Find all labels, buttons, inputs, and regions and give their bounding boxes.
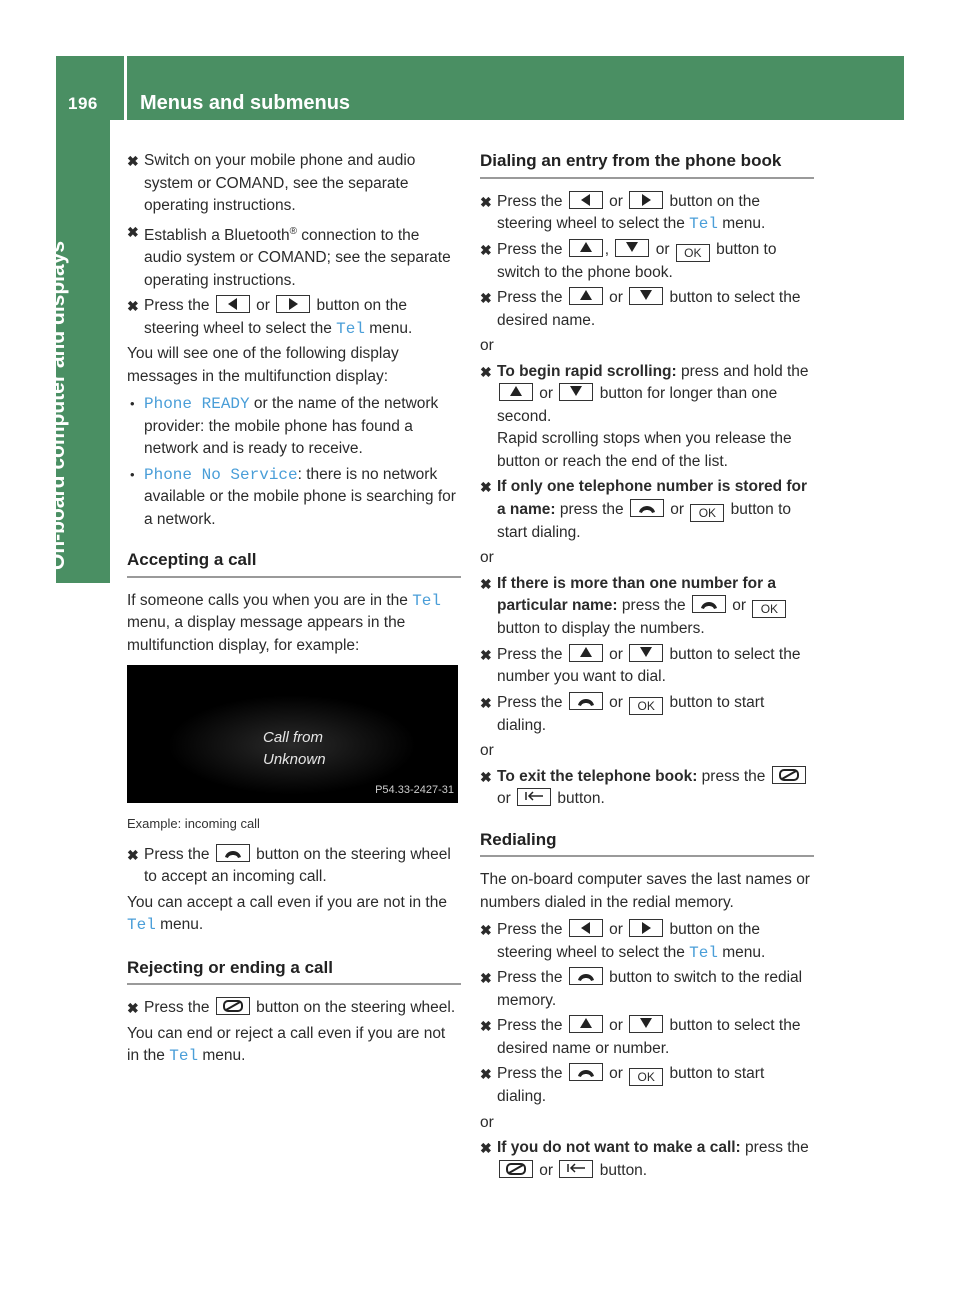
bullet-item (127, 393, 461, 461)
paragraph-text: menu, a display message appears in the multifunction display, for example: (127, 614, 406, 654)
arrow-down-key-icon (559, 383, 593, 401)
or-text: or (604, 289, 628, 306)
step-text: button to select the desired name or number. (497, 1017, 801, 1057)
or-text: or (535, 1161, 558, 1179)
or-text: or (727, 597, 751, 614)
step-item (480, 1137, 814, 1182)
step-text: button on the steering wheel. (251, 999, 456, 1017)
step-arrow-icon: ✖ (480, 694, 492, 711)
tel-menu-code: Tel (689, 215, 718, 233)
paragraph-text: menu. (198, 1047, 246, 1065)
phone-end-icon (772, 766, 806, 784)
phone-end-icon (216, 997, 250, 1015)
ok-key-icon: OK (629, 697, 663, 715)
arrow-right-key-icon (629, 191, 663, 209)
side-tab-label: On-board computer and displays (46, 240, 69, 570)
or-text: or (535, 385, 558, 402)
tel-menu-code: Tel (412, 591, 442, 610)
step-bold-text: To exit the telephone book: (497, 767, 698, 785)
step-text: Press the (497, 645, 567, 663)
display-photo (127, 665, 458, 803)
step-item (480, 919, 814, 964)
step-text: press the (555, 500, 628, 518)
tel-menu-code: Tel (336, 319, 365, 338)
or-text: or (665, 500, 689, 518)
step-text: press the (697, 767, 770, 785)
step-text: button. (595, 1161, 648, 1179)
step-note: Rapid scrolling stops when you release the button or reach the end of the list. (497, 430, 792, 470)
step-arrow-icon: ✖ (480, 922, 492, 938)
page-number: 196 (68, 94, 98, 113)
or-text: or (497, 790, 516, 807)
step-arrow-icon: ✖ (127, 298, 139, 315)
step-text: button to switch to the redial memory. (497, 969, 803, 1009)
step-text: button to start dialing. (497, 1065, 765, 1105)
or-separator: or (480, 549, 494, 566)
step-arrow-icon: ✖ (480, 970, 492, 986)
step-arrow-icon: ✖ (480, 1018, 492, 1034)
step-item (480, 692, 814, 738)
arrow-up-key-icon (569, 1015, 603, 1033)
bullet-icon: • (130, 396, 135, 412)
arrow-left-key-icon (569, 191, 603, 209)
photo-caption: Example: incoming call (127, 816, 260, 832)
paragraph-text: If someone calls you when you are in the (127, 591, 413, 609)
section-heading: Redialing (480, 829, 814, 858)
step-arrow-icon: ✖ (480, 479, 492, 495)
side-tab-text-wrap (46, 120, 110, 570)
tel-menu-code: Tel (169, 1047, 199, 1066)
arrow-down-key-icon (615, 239, 649, 257)
section-heading: Rejecting or ending a call (127, 957, 461, 986)
step-text: Switch on your mobile phone and audio system or COMAND, see the separate operating instructions. (144, 152, 416, 214)
display-line-2: Unknown (263, 751, 326, 769)
step-text: button to start dialing. (497, 693, 765, 734)
step-text: button on the steering wheel to select the (144, 297, 407, 337)
step-text: Press the (497, 1065, 567, 1082)
intro-paragraph: You will see one of the following display messages in the multifunction display: (127, 345, 399, 385)
paragraph-text: You can end or reject a call even if you are not in the (127, 1024, 446, 1065)
step-text: button to select the number you want to dial. (497, 645, 801, 685)
step-text: press and hold the (676, 362, 809, 380)
step-item (480, 361, 814, 474)
step-text: button for longer than one second. (497, 385, 778, 425)
registered-mark: ® (289, 225, 297, 237)
arrow-down-key-icon (629, 644, 663, 662)
ok-key-icon: OK (676, 244, 710, 262)
step-arrow-icon: ✖ (127, 223, 139, 240)
step-item (127, 844, 461, 889)
paragraph (127, 590, 461, 658)
step-text: menu. (364, 319, 413, 337)
step-arrow-icon: ✖ (480, 290, 492, 306)
phone-accept-icon (569, 692, 603, 710)
or-text: or (604, 693, 628, 711)
step-item (480, 644, 814, 689)
step-text: Press the (497, 1017, 567, 1034)
arrow-up-key-icon (569, 239, 603, 257)
step-text: Press the (497, 240, 567, 258)
step-text: Press the (497, 693, 567, 711)
step-item (127, 221, 461, 293)
step-text: Press the (144, 297, 214, 315)
step-arrow-icon: ✖ (127, 846, 139, 863)
step-text: Press the (497, 192, 567, 210)
step-text: button to select the desired name. (497, 289, 801, 329)
or-text: or (604, 192, 628, 210)
arrow-right-key-icon (276, 295, 310, 313)
arrow-down-key-icon (629, 287, 663, 305)
step-text: button on the steering wheel to select the (497, 921, 760, 961)
step-text: button to switch to the phone book. (497, 240, 777, 281)
ok-key-icon: OK (690, 504, 724, 522)
step-text: Press the (497, 289, 567, 306)
step-text: button to start dialing. (497, 500, 792, 541)
or-text: or (604, 1017, 628, 1034)
step-arrow-icon: ✖ (480, 1140, 492, 1156)
step-text: Press the (144, 845, 214, 863)
arrow-up-key-icon (569, 644, 603, 662)
step-text: button on the steering wheel to select the (497, 192, 760, 232)
back-key-icon (517, 788, 551, 806)
page-title: Menus and submenus (140, 92, 351, 114)
paragraph: The on-board computer saves the last names or numbers dialed in the redial memory. (480, 871, 810, 911)
phone-accept-icon (216, 844, 250, 862)
phone-accept-icon (630, 499, 664, 517)
tel-menu-code: Tel (689, 943, 718, 962)
bullet-item (127, 464, 461, 532)
step-bold-text: If only one telephone number is stored for a name: (497, 478, 808, 518)
step-bold-text: If there is more than one number for a particular name: (497, 574, 777, 614)
step-item (480, 287, 814, 332)
ok-key-icon: OK (752, 600, 786, 618)
paragraph (127, 892, 461, 937)
step-text: connection to the audio system or COMAND; see the separate operating instructions. (144, 226, 451, 289)
phone-end-icon (499, 1160, 533, 1178)
bullet-text: : there is no network available or the mobile phone is searching for a network. (144, 465, 456, 528)
phone-accept-icon (569, 1063, 603, 1081)
step-text: press the (740, 1139, 809, 1156)
step-arrow-icon: ✖ (480, 363, 492, 380)
paragraph-text: menu. (155, 916, 204, 934)
step-arrow-icon: ✖ (480, 646, 492, 663)
step-item (480, 766, 814, 811)
section-heading: Accepting a call (127, 549, 461, 578)
step-item (480, 191, 814, 236)
bullet-text: or the name of the network provider: the mobile phone has found a network and is ready to receive. (144, 395, 439, 458)
arrow-left-key-icon (216, 295, 250, 313)
arrow-up-key-icon (569, 287, 603, 305)
step-arrow-icon: ✖ (480, 241, 492, 258)
tel-menu-code: Tel (127, 916, 156, 935)
step-arrow-icon: ✖ (480, 1066, 492, 1082)
display-line-1: Call from (263, 729, 324, 747)
step-text: button to display the numbers. (497, 620, 705, 637)
step-arrow-icon: ✖ (480, 768, 492, 785)
arrow-up-key-icon (499, 383, 533, 401)
or-separator: or (480, 337, 494, 354)
step-text: button. (553, 790, 605, 807)
right-column (480, 150, 814, 1185)
step-text: menu. (717, 215, 766, 232)
step-item (480, 1015, 814, 1060)
bullet-icon: • (130, 466, 135, 482)
step-bold-text: If you do not want to make a call: (497, 1139, 741, 1156)
left-column (127, 150, 461, 1073)
step-text: Press the (497, 969, 567, 986)
paragraph-text: You can accept a call even if you are not in the (127, 893, 447, 911)
step-arrow-icon: ✖ (127, 1000, 139, 1017)
phone-accept-icon (569, 967, 603, 985)
step-text: Press the (497, 921, 567, 938)
step-item (480, 239, 814, 285)
step-text: press the (617, 597, 690, 614)
paragraph (127, 1023, 461, 1068)
or-text: or (604, 645, 628, 663)
step-text: Establish a Bluetooth (144, 226, 290, 244)
section-heading: Dialing an entry from the phone book (480, 150, 814, 179)
ok-key-icon: OK (629, 1068, 663, 1086)
or-text: or (651, 240, 674, 258)
back-key-icon (559, 1160, 593, 1178)
step-item (480, 1063, 814, 1109)
step-arrow-icon: ✖ (127, 153, 139, 169)
arrow-left-key-icon (569, 919, 603, 937)
step-item (480, 573, 814, 641)
comma-text: , (604, 240, 614, 258)
step-arrow-icon: ✖ (480, 575, 492, 592)
arrow-right-key-icon (629, 919, 663, 937)
step-item (127, 295, 461, 340)
step-item (127, 997, 461, 1020)
display-message-code: Phone READY (144, 395, 250, 414)
header-divider (124, 56, 127, 120)
or-separator: or (480, 742, 494, 759)
or-separator: or (480, 1113, 494, 1131)
or-text: or (251, 297, 275, 315)
photo-reference: P54.33-2427-31 (375, 783, 454, 796)
display-message-code: Phone No Service (144, 465, 298, 484)
phone-accept-icon (692, 595, 726, 613)
arrow-down-key-icon (629, 1015, 663, 1033)
or-text: or (604, 921, 628, 938)
step-item (480, 476, 814, 544)
step-item (480, 967, 814, 1012)
step-text: menu. (717, 943, 766, 961)
step-arrow-icon: ✖ (480, 193, 492, 210)
step-item (127, 150, 461, 218)
or-text: or (604, 1065, 628, 1082)
step-text: button on the steering wheel to accept an incoming call. (144, 845, 451, 886)
step-bold-text: To begin rapid scrolling: (497, 362, 677, 380)
step-text: Press the (144, 999, 214, 1017)
